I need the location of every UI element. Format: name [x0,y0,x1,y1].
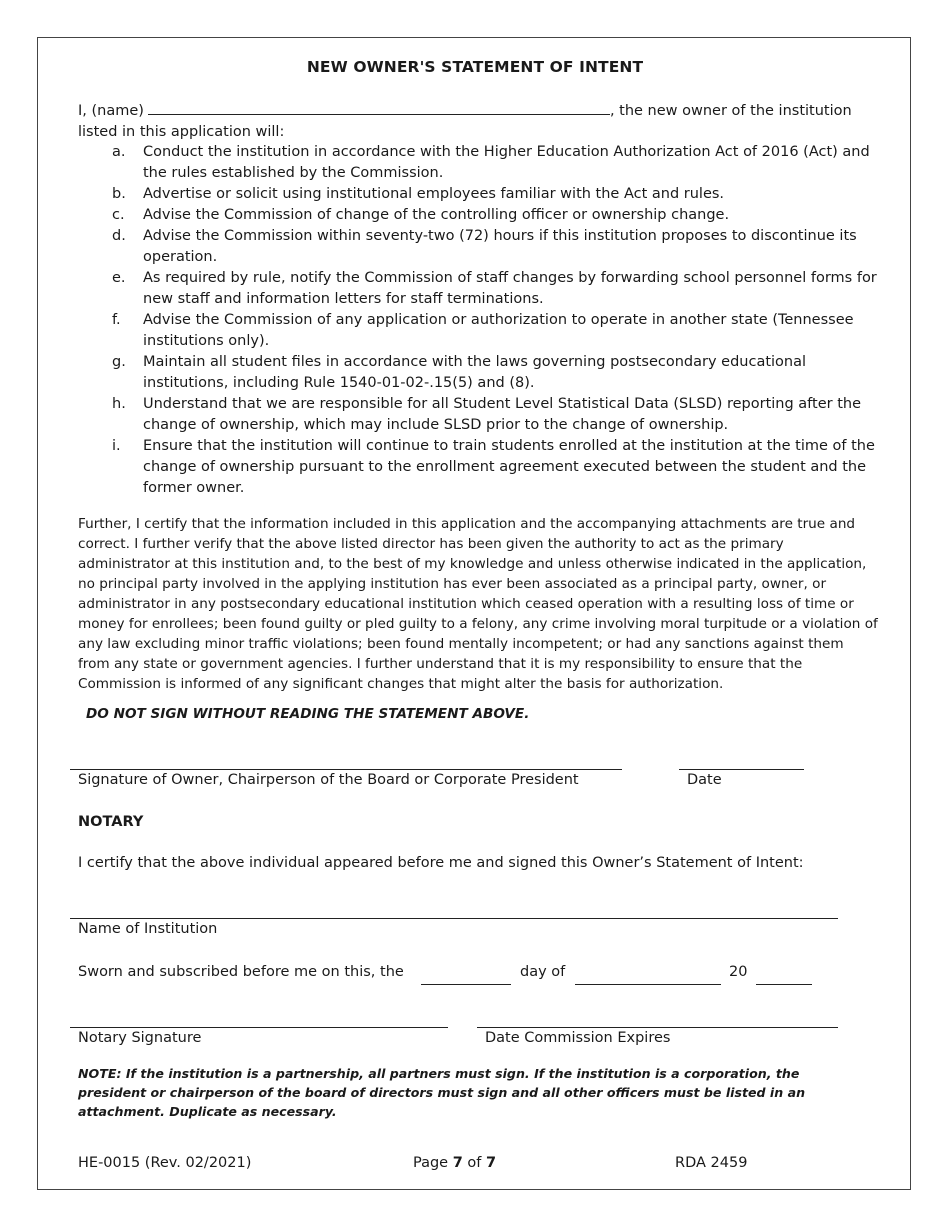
list-item [78,205,878,226]
institution-name-line[interactable] [70,918,838,919]
item-text: Understand that we are responsible for all Student Level Statistical Data (SLSD) reporting after the change of ownership, which may include SLSD prior to the change of ownership. [143,396,862,433]
day-of-text: day of [520,964,566,980]
intro-prefix: I, (name) [78,103,144,119]
item-letter: b. [112,186,126,202]
item-letter: c. [112,207,125,223]
item-text: Ensure that the institution will continue to train students enrolled at the institution at the time of the change of ownership pursuant to the enrollment agreement executed between the student and the former owner. [143,438,875,496]
list-item [78,352,878,394]
notary-certify-text: I certify that the above individual appeared before me and signed this Owner’s Statement of Intent: [78,855,804,871]
day-field-line[interactable] [421,984,511,985]
item-letter: d. [112,228,126,244]
item-letter: i. [112,438,121,454]
item-letter: f. [112,312,121,328]
of-word: of [467,1155,482,1171]
signature-date-label: Date [687,772,722,788]
rda-number: RDA 2459 [675,1155,748,1171]
document-title: NEW OWNER'S STATEMENT OF INTENT [306,58,644,76]
item-letter: a. [112,144,126,160]
intro-line2: listed in this application will: [78,124,285,140]
list-item [78,394,878,436]
item-letter: e. [112,270,126,286]
page-current: 7 [452,1155,463,1171]
institution-name-label: Name of Institution [78,921,218,937]
intro-statement [78,100,878,143]
page-total: 7 [486,1155,497,1171]
item-text: Advise the Commission of change of the controlling officer or ownership change. [143,207,730,223]
list-item [78,226,878,268]
year-field-line[interactable] [756,984,812,985]
signing-note: NOTE: If the institution is a partnership, all partners must sign. If the institution is a corporation, the president or chairperson of the board of directors must sign and all other officers must be listed in an attachment. Duplicate as necessary. [78,1066,806,1119]
notary-signature-line[interactable] [70,1027,448,1028]
certification-paragraph: Further, I certify that the information included in this application and the accompanying attachments are true and correct. I further verify that the above listed director has been given the authority to act as the primary administrator at this institution and, to the best of my knowledge and unless otherwise indicated in the application, no principal party involved in the applying institution has ever been associated as a principal party, owner, or administrator in any postsecondary educational institution which ceased operation with a resulting loss of time or money for enrollees; been found guilty or pled guilty to a felony, any crime involving moral turpitude or a violation of any law excluding minor traffic violations; been found mentally incompetent; or had any sanctions against them from any state or government agencies. I further understand that it is my responsibility to ensure that the Commission is informed of any significant changes that might alter the basis for authorization. [78,516,878,692]
form-id: HE-0015 (Rev. 02/2021) [78,1155,252,1171]
intro-suffix: , the new owner of the institution [609,103,852,119]
notary-signature-label: Notary Signature [78,1030,202,1046]
list-item [78,268,878,310]
signing-warning: DO NOT SIGN WITHOUT READING THE STATEMENT ABOVE. [86,706,530,722]
sworn-text: Sworn and subscribed before me on this, the [78,964,404,980]
commission-expires-label: Date Commission Expires [485,1030,671,1046]
item-text: Maintain all student files in accordance with the laws governing postsecondary educational institutions, including Rule 1540-01-02-.15(5) and (8). [143,354,807,391]
item-text: As required by rule, notify the Commission of staff changes by forwarding school personnel forms for new staff and information letters for staff terminations. [143,270,877,307]
list-item [78,184,878,205]
page-word: Page [413,1155,449,1171]
commission-expires-line[interactable] [477,1027,838,1028]
item-text: Advertise or solicit using institutional employees familiar with the Act and rules. [143,186,725,202]
item-text: Conduct the institution in accordance with the Higher Education Authorization Act of 2016 (Act) and the rules established by the Commission. [143,144,870,181]
item-text: Advise the Commission of any application or authorization to operate in another state (Tennessee institutions only). [143,312,854,349]
owner-name-field[interactable] [148,100,610,115]
owner-signature-label: Signature of Owner, Chairperson of the Board or Corporate President [78,772,579,788]
page-number [413,1155,496,1171]
list-item [78,310,878,352]
month-field-line[interactable] [575,984,721,985]
signature-date-line[interactable] [679,769,804,770]
item-letter: h. [112,396,126,412]
item-text: Advise the Commission within seventy-two (72) hours if this institution proposes to discontinue its operation. [143,228,857,265]
list-item [78,436,878,499]
item-letter: g. [112,354,126,370]
obligations-list [78,142,878,499]
year-prefix-text: 20 [729,964,748,980]
owner-signature-line[interactable] [70,769,622,770]
notary-heading: NOTARY [78,814,144,830]
list-item [78,142,878,184]
